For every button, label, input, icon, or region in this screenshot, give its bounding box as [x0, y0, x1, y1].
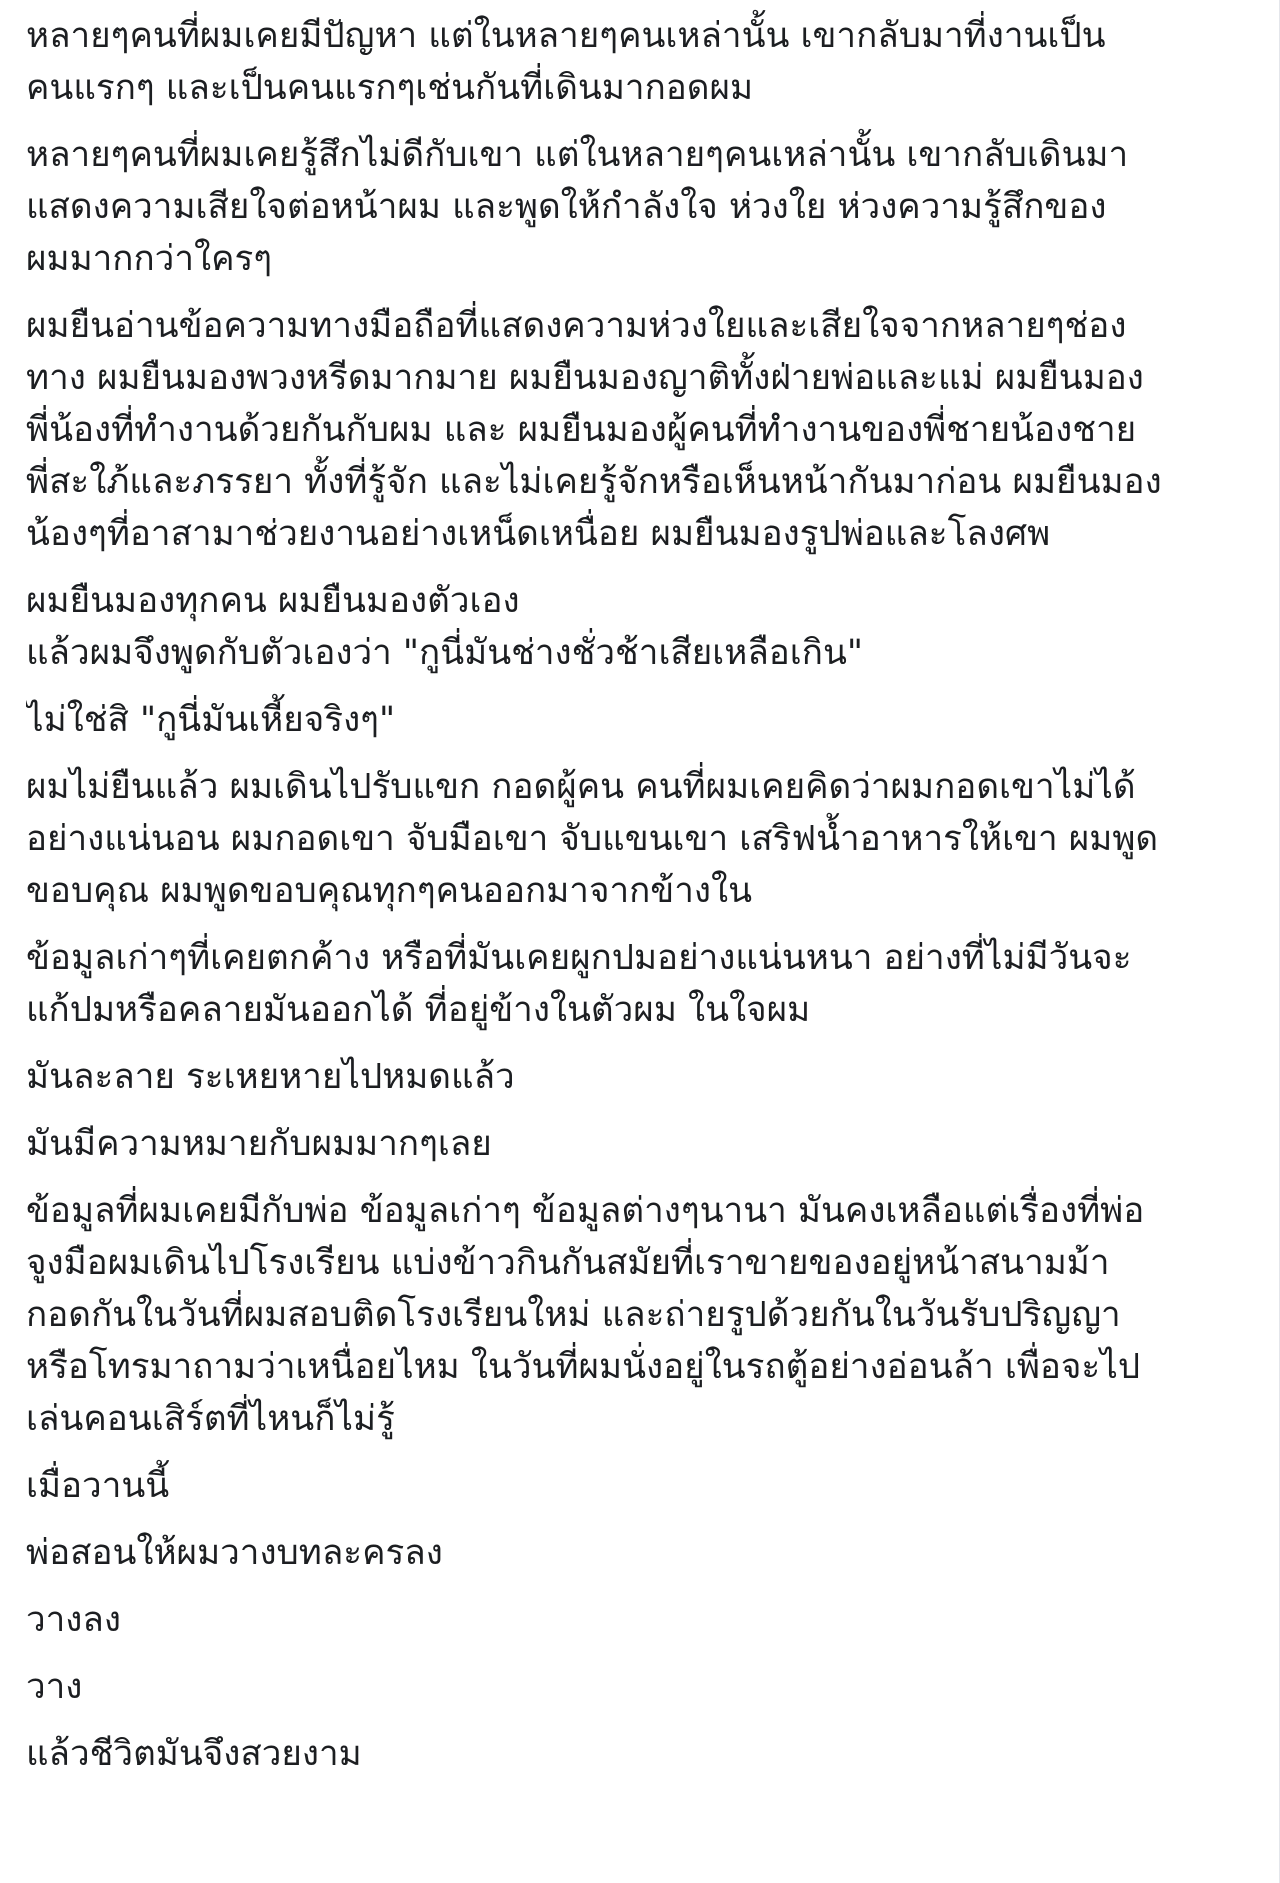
paragraph: [26, 1527, 1241, 1579]
text-line: พี่สะใภ้และภรรยา ทั้งที่รู้จัก และไม่เคยรู้จักหรือเห็นหน้ากันมาก่อน ผมยืนมอง: [26, 462, 1162, 502]
text-line: พี่น้องที่ทำงานด้วยกันกับผม และ ผมยืนมองผู้คนที่ทำงานของพี่ชายน้องชาย: [26, 410, 1137, 450]
text-line: หลายๆคนที่ผมเคยรู้สึกไม่ดีกับเขา แต่ในหลายๆคนเหล่านั้น เขากลับเดินมา: [26, 135, 1129, 175]
text-line: คนแรกๆ และเป็นคนแรกๆเช่นกันที่เดินมากอดผม: [26, 68, 754, 108]
text-line: อย่างแน่นอน ผมกอดเขา จับมือเขา จับแขนเขา เสริฟน้ำอาหารให้เขา ผมพูด: [26, 819, 1159, 859]
post-body: [26, 0, 1241, 1883]
paragraph: [26, 129, 1241, 285]
text-line: ผมไม่ยืนแล้ว ผมเดินไปรับแขก กอดผู้คน คนที่ผมเคยคิดว่าผมกอดเขาไม่ได้: [26, 767, 1136, 807]
paragraph: [26, 1460, 1241, 1512]
text-line: หลายๆคนที่ผมเคยมีปัญหา แต่ในหลายๆคนเหล่านั้น เขากลับมาที่งานเป็น: [26, 16, 1106, 56]
text-line: กอดกันในวันที่ผมสอบติดโรงเรียนใหม่ และถ่ายรูปด้วยกันในวันรับปริญญา: [26, 1295, 1121, 1335]
paragraph: [26, 1185, 1241, 1445]
text-line: น้องๆที่อาสามาช่วยงานอย่างเหน็ดเหนื่อย ผมยืนมองรูปพ่อและโลงศพ: [26, 514, 1051, 554]
text-line: แล้วชีวิตมันจึงสวยงาม: [26, 1734, 362, 1774]
paragraph: [26, 575, 1241, 679]
text-line: เมื่อวานนี้: [26, 1466, 170, 1506]
text-line: จูงมือผมเดินไปโรงเรียน แบ่งข้าวกินกันสมัยที่เราขายของอยู่หน้าสนามม้า: [26, 1243, 1110, 1283]
paragraph: [26, 1594, 1241, 1646]
paragraph: [26, 761, 1241, 917]
paragraph: [26, 1661, 1241, 1713]
text-line: แสดงความเสียใจต่อหน้าผม และพูดให้กำลังใจ ห่วงใย ห่วงความรู้สึกของ: [26, 187, 1107, 227]
text-line: ผมยืนอ่านข้อความทางมือถือที่แสดงความห่วงใยและเสียใจจากหลายๆช่อง: [26, 306, 1127, 346]
text-line: มันมีความหมายกับผมมากๆเลย: [26, 1124, 492, 1164]
text-line: มันละลาย ระเหยหายไปหมดแล้ว: [26, 1057, 515, 1097]
paragraph: [26, 1118, 1241, 1170]
text-line: ผมยืนมองทุกคน ผมยืนมองตัวเอง: [26, 581, 520, 621]
text-line: ผมมากกว่าใครๆ: [26, 239, 273, 279]
paragraph: [26, 1051, 1241, 1103]
text-line: ขอบคุณ ผมพูดขอบคุณทุกๆคนออกมาจากข้างใน: [26, 871, 752, 911]
paragraph: [26, 694, 1241, 746]
text-line: ทาง ผมยืนมองพวงหรีดมากมาย ผมยืนมองญาติทั้งฝ่ายพ่อและแม่ ผมยืนมอง: [26, 358, 1144, 398]
paragraph: [26, 1728, 1241, 1780]
text-line: ไม่ใช่สิ "กูนี่มันเหี้ยจริงๆ": [26, 700, 396, 740]
text-line: หรือโทรมาถามว่าเหนื่อยไหม ในวันที่ผมนั่งอยู่ในรถตู้อย่างอ่อนล้า เพื่อจะไป: [26, 1347, 1141, 1387]
text-line: แล้วผมจึงพูดกับตัวเองว่า "กูนี่มันช่างชั่วช้าเสียเหลือเกิน": [26, 633, 863, 673]
paragraph: [26, 300, 1241, 560]
text-line: วางลง: [26, 1600, 121, 1640]
text-line: เล่นคอนเสิร์ตที่ไหนก็ไม่รู้: [26, 1399, 395, 1439]
paragraph: [26, 932, 1241, 1036]
text-line: วาง: [26, 1667, 83, 1707]
paragraph: [26, 10, 1241, 114]
text-line: ข้อมูลเก่าๆที่เคยตกค้าง หรือที่มันเคยผูกปมอย่างแน่นหนา อย่างที่ไม่มีวันจะ: [26, 938, 1132, 978]
text-line: พ่อสอนให้ผมวางบทละครลง: [26, 1533, 443, 1573]
text-line: แก้ปมหรือคลายมันออกได้ ที่อยู่ข้างในตัวผม ในใจผม: [26, 990, 811, 1030]
text-line: ข้อมูลที่ผมเคยมีกับพ่อ ข้อมูลเก่าๆ ข้อมูลต่างๆนานา มันคงเหลือแต่เรื่องที่พ่อ: [26, 1191, 1145, 1231]
